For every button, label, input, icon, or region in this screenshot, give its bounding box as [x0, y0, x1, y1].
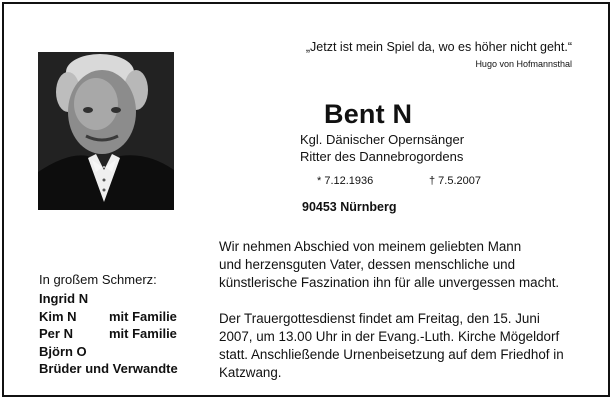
mourner-entry: [39, 360, 177, 378]
obituary-card: [2, 2, 610, 397]
farewell-line: Wir nehmen Abschied von meinem geliebten Mann: [219, 239, 522, 254]
mourners-label: In großem Schmerz:: [39, 272, 157, 287]
quote-text: „Jetzt ist mein Spiel da, wo es höher nicht geht.“: [305, 40, 572, 54]
mourner-entry: [39, 308, 177, 326]
mourner-name: Brüder und Verwandte: [39, 361, 178, 377]
service-line: 2007, um 13.00 Uhr in der Evang.-Luth. Kirche Mögeldorf: [219, 329, 560, 344]
mourner-name: Per N: [39, 326, 73, 342]
mourner-extra: mit Familie: [109, 308, 177, 324]
farewell-message: [219, 238, 559, 292]
birth-date: * 7.12.1936: [317, 175, 374, 187]
deceased-title-line2: Ritter des Dannebrogordens: [300, 149, 464, 164]
service-line: Der Trauergottesdienst findet am Freitag, den 15. Juni: [219, 311, 540, 326]
quote-author: Hugo von Hofmannsthal: [475, 59, 572, 69]
death-date: † 7.5.2007: [429, 175, 481, 187]
mourners-list: [39, 290, 177, 378]
mourner-name: Kim N: [39, 308, 77, 324]
city-postal: 90453 Nürnberg: [302, 200, 397, 214]
service-info: [219, 310, 564, 382]
portrait-illustration: [38, 52, 174, 210]
farewell-line: künstlerische Faszination ihn für alle unvergessen macht.: [219, 275, 560, 290]
portrait-photo: [38, 52, 174, 210]
mourner-entry: [39, 290, 177, 308]
mourner-entry: [39, 343, 177, 361]
mourner-name: Ingrid N: [39, 291, 89, 306]
service-line: Katzwang.: [219, 365, 282, 380]
mourner-extra: mit Familie: [109, 326, 177, 342]
deceased-name: Bent N: [324, 99, 413, 129]
deceased-title-line1: Kgl. Dänischer Opernsänger: [300, 132, 465, 147]
service-line: statt. Anschließende Urnenbeisetzung auf dem Friedhof in: [219, 347, 564, 362]
mourner-entry: [39, 325, 177, 343]
mourner-name: Björn O: [39, 343, 87, 359]
farewell-line: und herzensguten Vater, dessen menschliche und: [219, 257, 516, 272]
